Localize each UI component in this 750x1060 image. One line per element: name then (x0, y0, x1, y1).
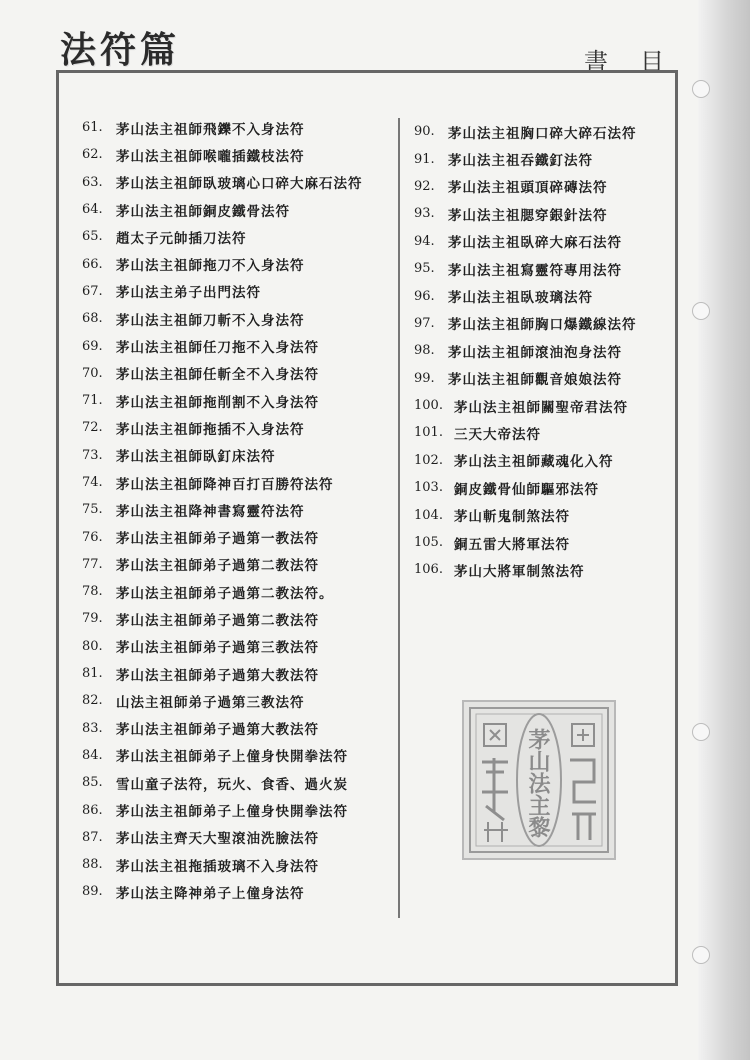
toc-item (82, 796, 363, 823)
toc-title: 茅山法主祖師弟子上僮身快開拳法符 (116, 804, 348, 821)
toc-title: 茅山法主祖師弟子過第大教法符 (116, 722, 319, 739)
toc-item (82, 250, 363, 277)
toc-title: 茅山法主齊天大聖滾油洗臉法符 (116, 831, 319, 848)
toc-item (82, 469, 363, 496)
toc-title: 茅山法主祖師藏魂化入符 (454, 454, 614, 471)
toc-title: 茅山法主祖師喉嚨插鐵枝法符 (116, 148, 305, 165)
toc-number: 70. (82, 365, 103, 381)
toc-title: 茅山法主祖師弟子上僮身快開拳法符 (116, 749, 348, 766)
toc-number: 106. (414, 562, 443, 578)
toc-item (82, 141, 363, 168)
toc-item (414, 556, 637, 583)
toc-title: 茅山法主祖師降神百打百勝符法符 (116, 476, 334, 493)
toc-number: 102. (414, 452, 443, 468)
toc-number: 75. (82, 502, 103, 518)
toc-item (82, 578, 363, 605)
toc-item (82, 715, 363, 742)
page-title: 法符篇 (60, 29, 181, 71)
toc-right-column (414, 118, 637, 584)
toc-number: 98. (414, 343, 435, 359)
toc-item (414, 255, 637, 282)
toc-number: 61. (82, 120, 103, 136)
toc-number: 62. (82, 147, 103, 163)
toc-title: 茅山法主祖師胸口爆鐵線法符 (448, 317, 637, 334)
toc-number: 88. (82, 857, 103, 873)
toc-title: 三天大帝法符 (454, 426, 541, 443)
toc-number: 81. (82, 666, 103, 682)
toc-item (414, 365, 637, 392)
toc-number: 68. (82, 311, 103, 327)
toc-item (414, 447, 637, 474)
toc-title: 茅山法主祖師臥玻璃心口碎大麻石法符 (116, 176, 363, 193)
toc-number: 103. (414, 480, 443, 496)
toc-item (414, 392, 637, 419)
binder-hole (692, 723, 710, 741)
toc-number: 104. (414, 507, 443, 523)
toc-number: 63. (82, 174, 103, 190)
toc-item (82, 196, 363, 223)
toc-item (82, 824, 363, 851)
toc-item (414, 118, 637, 145)
toc-number: 105. (414, 535, 443, 551)
toc-item (82, 278, 363, 305)
toc-number: 97. (414, 315, 435, 331)
toc-item (414, 529, 637, 556)
toc-number: 64. (82, 202, 103, 218)
toc-title: 雪山童子法符，玩火、食香、過火炭 (116, 776, 348, 793)
toc-title: 茅山法主祖師拖刀不入身法符 (116, 258, 305, 275)
toc-item (414, 228, 637, 255)
toc-number: 91. (414, 151, 435, 167)
toc-number: 73. (82, 447, 103, 463)
seal-lettering: 茅山法主黎 (525, 728, 551, 838)
toc-title: 茅山法主祖師弟子過第一教法符 (116, 531, 319, 548)
toc-title: 趙太子元帥插刀法符 (116, 230, 247, 247)
toc-item (82, 687, 363, 714)
toc-item (82, 633, 363, 660)
toc-item (414, 501, 637, 528)
toc-title: 茅山法主祖拖插玻璃不入身法符 (116, 858, 319, 875)
toc-number: 100. (414, 398, 443, 414)
toc-number: 79. (82, 611, 103, 627)
toc-number: 85. (82, 775, 103, 791)
toc-number: 65. (82, 229, 103, 245)
toc-title: 茅山法主祖臥碎大麻石法符 (448, 235, 622, 252)
section-label: 書目 (584, 48, 696, 76)
toc-title: 山法主祖師弟子過第三教法符 (116, 694, 305, 711)
toc-number: 89. (82, 884, 103, 900)
toc-title: 茅山法主祖師銅皮鐵骨法符 (116, 203, 290, 220)
toc-item (82, 878, 363, 905)
toc-title: 茅山法主祖降神書寫靈符法符 (116, 503, 305, 520)
toc-number: 99. (414, 370, 435, 386)
toc-number: 76. (82, 529, 103, 545)
toc-title: 茅山法主祖師刀斬不入身法符 (116, 312, 305, 329)
toc-item (82, 660, 363, 687)
toc-item (82, 523, 363, 550)
toc-item (414, 337, 637, 364)
toc-item (82, 742, 363, 769)
toc-number: 95. (414, 261, 435, 277)
binder-hole (692, 946, 710, 964)
toc-number: 84. (82, 747, 103, 763)
toc-number: 74. (82, 475, 103, 490)
toc-left-column (82, 114, 363, 906)
toc-title: 銅五雷大將軍法符 (454, 536, 570, 553)
toc-title: 茅山法主祖寫靈符專用法符 (448, 262, 622, 279)
toc-number: 90. (414, 124, 435, 140)
toc-number: 66. (82, 256, 103, 272)
toc-number: 71. (82, 393, 103, 409)
toc-title: 茅山法主祖師弟子過第大教法符 (116, 667, 319, 684)
toc-item (82, 851, 363, 878)
toc-number: 83. (82, 720, 103, 736)
toc-number: 87. (82, 829, 103, 845)
toc-item (82, 332, 363, 359)
toc-title: 茅山法主弟子出門法符 (116, 285, 261, 302)
toc-number: 80. (82, 638, 103, 654)
toc-title: 茅山法主降神弟子上僮身法符 (116, 885, 305, 902)
toc-title: 茅山法主祖師弟子過第二教法符 (116, 612, 319, 629)
toc-item (414, 474, 637, 501)
binder-hole (692, 302, 710, 320)
toc-item (82, 387, 363, 414)
toc-title: 茅山法主祖吞鐵釘法符 (448, 153, 593, 170)
toc-item (414, 310, 637, 337)
toc-title: 茅山法主祖頭頂碎磚法符 (448, 180, 608, 197)
toc-item (82, 496, 363, 523)
toc-title: 茅山法主祖師拖插不入身法符 (116, 421, 305, 438)
toc-number: 72. (82, 420, 103, 436)
toc-item (414, 419, 637, 446)
toc-title: 茅山法主祖師弟子過第二教法符 (116, 558, 319, 575)
toc-item (414, 173, 637, 200)
talisman-seal (462, 700, 616, 860)
toc-item (414, 282, 637, 309)
toc-title: 茅山法主祖胸口碎大碎石法符 (448, 125, 637, 142)
toc-title: 茅山法主祖臥玻璃法符 (448, 290, 593, 307)
toc-title: 茅山法主祖師任斬全不入身法符 (116, 367, 319, 384)
toc-number: 67. (82, 283, 103, 299)
toc-number: 82. (82, 693, 103, 709)
toc-item (82, 442, 363, 469)
toc-number: 96. (414, 288, 435, 304)
toc-item (82, 169, 363, 196)
toc-item (82, 605, 363, 632)
toc-item (82, 414, 363, 441)
toc-title: 茅山大將軍制煞法符 (454, 563, 585, 580)
toc-title: 銅皮鐵骨仙師驅邪法符 (454, 481, 599, 498)
toc-title: 茅山斬鬼制煞法符 (454, 509, 570, 526)
toc-item (82, 551, 363, 578)
toc-number: 78. (82, 584, 103, 600)
toc-title: 茅山法主祖師飛鑠不入身法符 (116, 121, 305, 138)
toc-title: 茅山法主祖師任刀拖不入身法符 (116, 340, 319, 357)
toc-item (414, 145, 637, 172)
toc-number: 77. (82, 556, 103, 572)
toc-item (82, 114, 363, 141)
toc-number: 94. (414, 233, 435, 249)
toc-title: 茅山法主祖師滾油泡身法符 (448, 344, 622, 361)
toc-item (82, 360, 363, 387)
toc-item (82, 769, 363, 796)
toc-title: 茅山法主祖師觀音娘娘法符 (448, 372, 622, 389)
page-edge-shadow (698, 0, 750, 1060)
toc-number: 86. (82, 802, 103, 818)
toc-number: 101. (414, 425, 443, 441)
binder-hole (692, 80, 710, 98)
toc-item (82, 223, 363, 250)
toc-number: 93. (414, 206, 435, 222)
toc-title: 茅山法主祖師關聖帝君法符 (454, 399, 628, 416)
toc-item (82, 305, 363, 332)
toc-title: 茅山法主祖師弟子過第三教法符 (116, 640, 319, 657)
toc-number: 69. (82, 338, 103, 354)
toc-title: 茅山法主祖師拖削割不入身法符 (116, 394, 319, 411)
toc-number: 92. (414, 178, 435, 194)
column-divider (398, 118, 400, 918)
toc-title: 茅山法主祖腮穿銀針法符 (448, 207, 608, 224)
toc-title: 茅山法主祖師弟子過第二教法符。 (116, 585, 334, 602)
toc-item (414, 200, 637, 227)
toc-title: 茅山法主祖師臥釘床法符 (116, 449, 276, 466)
